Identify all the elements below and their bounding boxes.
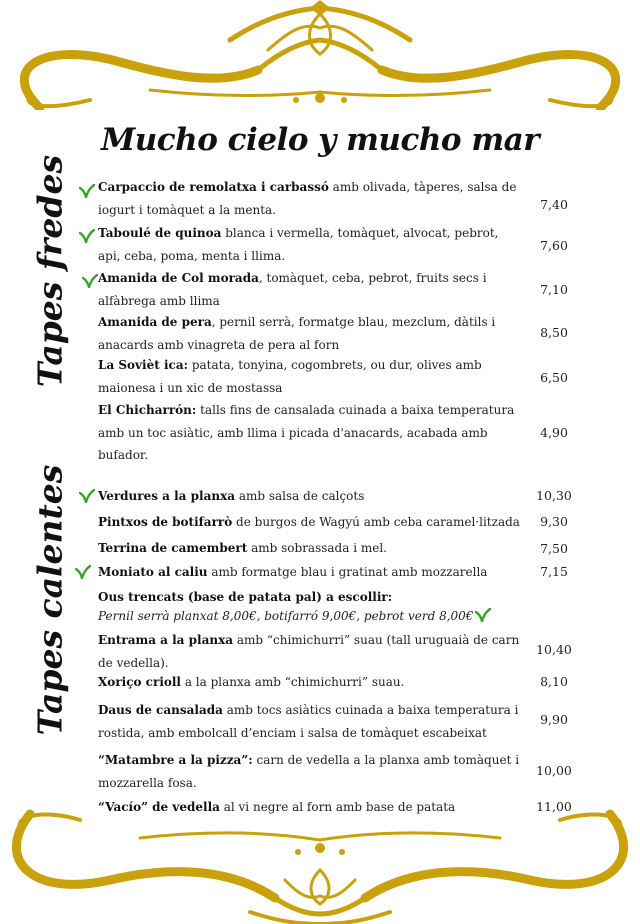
section-title-tapes-fredes: Tapes fredes bbox=[30, 154, 70, 388]
item-price: 10,40 bbox=[536, 642, 572, 657]
page-title: Mucho cielo y mucho mar bbox=[100, 122, 540, 158]
item-price: 11,00 bbox=[536, 799, 572, 814]
vegan-leaf-icon bbox=[79, 489, 95, 503]
menu-item: “Vacío” de vedella al vi negre al forn amb base de patata bbox=[98, 800, 456, 814]
item-price: 7,40 bbox=[540, 197, 568, 212]
section-title-tapes-calentes: Tapes calentes bbox=[30, 464, 70, 736]
item-price: 8,50 bbox=[540, 325, 568, 340]
menu-item: Taboulé de quinoa blanca i vermella, tomàquet, alvocat, pebrot, api, ceba, poma, menta i llima. bbox=[98, 226, 499, 263]
item-price: 10,30 bbox=[536, 488, 572, 503]
menu-item: Ous trencats (base de patata pal) a escollir: bbox=[98, 590, 393, 604]
menu-item: Xoriço crioll a la planxa amb “chimichurri” suau. bbox=[98, 675, 405, 689]
item-price: 9,30 bbox=[540, 514, 568, 529]
item-price: 8,10 bbox=[540, 674, 568, 689]
menu-item: Pintxos de botifarrò de burgos de Wagyú amb ceba caramel·litzada bbox=[98, 515, 520, 529]
item-price: 7,60 bbox=[540, 238, 568, 253]
item-price: 7,15 bbox=[540, 564, 568, 579]
vegan-leaf-icon bbox=[82, 274, 98, 288]
menu-item: Terrina de camembert amb sobrassada i mel. bbox=[98, 541, 387, 555]
item-price: 6,50 bbox=[540, 370, 568, 385]
item-price: 7,10 bbox=[540, 282, 568, 297]
menu-item: Carpaccio de remolatxa i carbassó amb olivada, tàperes, salsa de iogurt i tomàquet a la menta. bbox=[98, 180, 517, 217]
item-price: 4,90 bbox=[540, 425, 568, 440]
menu-item: Amanida de pera, pernil serrà, formatge blau, mezclum, dàtils i anacards amb vinagreta de pera al forn bbox=[98, 315, 496, 352]
item-price: 7,50 bbox=[540, 541, 568, 556]
menu-item: El Chicharrón: talls fins de cansalada cuinada a baixa temperatura amb un toc asiàtic, amb llima i picada d'anacards, acabada amb bufador. bbox=[98, 403, 515, 462]
menu-item: Daus de cansalada amb tocs asiàtics cuinada a baixa temperatura i rostida, amb embolcall d’enciam i salsa de tomàquet escabeixat bbox=[98, 703, 519, 740]
menu-item: Amanida de Col morada, tomàquet, ceba, pebrot, fruits secs i alfàbrega amb llima bbox=[98, 271, 487, 308]
top-ornament-icon bbox=[0, 0, 640, 110]
menu-item: La Sovièt ica: patata, tonyina, cogombrets, ou dur, olives amb maionesa i un xic de mostassa bbox=[98, 358, 482, 395]
ous-options: Pernil serrà planxat 8,00€, botifarró 9,00€, pebrot verd 8,00€ bbox=[98, 605, 528, 627]
vegan-leaf-icon bbox=[75, 565, 91, 579]
vegan-leaf-icon bbox=[79, 229, 95, 243]
item-price: 9,90 bbox=[540, 712, 568, 727]
menu-item: Verdures a la planxa amb salsa de calçots bbox=[98, 489, 365, 503]
menu-item: “Matambre a la pizza”: carn de vedella a la planxa amb tomàquet i mozzarella fosa. bbox=[98, 753, 520, 790]
menu-item: Moniato al caliu amb formatge blau i gratinat amb mozzarella bbox=[98, 565, 488, 579]
bottom-ornament-icon bbox=[0, 808, 640, 924]
menu-item: Entrama a la planxa amb “chimichurri” suau (tall uruguaià de carn de vedella). bbox=[98, 633, 520, 670]
vegan-leaf-icon bbox=[79, 184, 95, 198]
item-price: 10,00 bbox=[536, 763, 572, 778]
vegan-leaf-icon bbox=[475, 608, 491, 622]
